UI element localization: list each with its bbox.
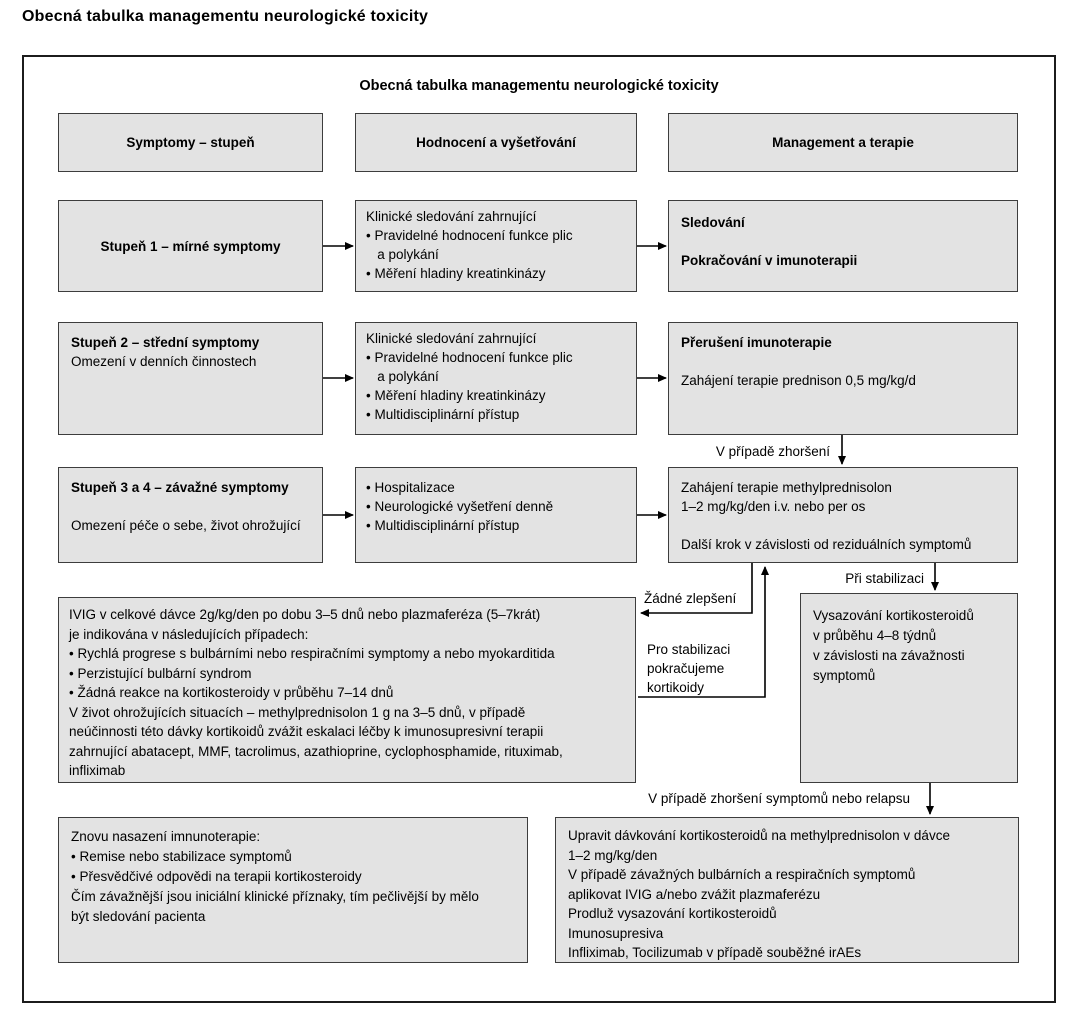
text-line: Pro stabilizaci xyxy=(647,642,731,657)
text-line: kortikoidy xyxy=(647,680,705,695)
diagram-title: Obecná tabulka managementu neurologické toxicity xyxy=(359,78,719,94)
spacer xyxy=(681,232,1005,251)
text-line: • Hospitalizace xyxy=(366,480,455,495)
edge-label-no-improvement: Žádné zlepšení xyxy=(644,591,737,606)
text-line: Upravit dávkování kortikosteroidů na methylprednisolon v dávce xyxy=(568,828,950,843)
text-line xyxy=(681,516,1005,535)
text-line: aplikovat IVIG a/nebo zvážit plazmaferézu xyxy=(568,886,821,902)
column-header-assessment xyxy=(355,113,637,172)
text-line: je indikována v následujících případech: xyxy=(69,626,309,642)
text-line: a polykání xyxy=(366,369,439,384)
relapse-management-box xyxy=(555,817,1019,963)
grade1-management-line2: Pokračování v imunoterapii xyxy=(681,253,858,268)
text-line: zahrnující abatacept, MMF, tacrolimus, azathioprine, cyclophosphamide, rituximab, xyxy=(69,743,563,759)
grade34-assessment-box xyxy=(355,467,637,563)
edge-label-stabilization-continue xyxy=(647,640,759,697)
column-header-management xyxy=(668,113,1018,172)
text-line: Klinické sledování zahrnující xyxy=(366,209,537,224)
text-line: symptomů xyxy=(813,668,876,683)
ivig-box xyxy=(58,597,636,783)
column-header-assessment-label: Hodnocení a vyšetřování xyxy=(416,135,576,150)
text-line: a polykání xyxy=(366,247,439,262)
text-line: v závislosti na závažnosti xyxy=(813,648,965,663)
grade2-management-title: Přerušení imunoterapie xyxy=(681,335,832,350)
text-line: Infliximab, Tocilizumab v případě souběžné irAEs xyxy=(568,945,862,960)
text-line: • Měření hladiny kreatinkinázy xyxy=(366,266,546,281)
grade1-management-box xyxy=(668,200,1018,292)
page-title: Obecná tabulka managementu neurologické toxicity xyxy=(22,8,429,25)
text-line: V život ohrožujících situacích – methylprednisolon 1 g na 3–5 dnů, v případě xyxy=(69,704,526,720)
text-line: Prodluž vysazování kortikosteroidů xyxy=(568,906,777,921)
grade2-management-box xyxy=(668,322,1018,435)
text-line: 1–2 mg/kg/den i.v. nebo per os xyxy=(681,499,866,514)
text-line: • Perzistující bulbární syndrom xyxy=(69,665,252,681)
text-line: • Žádná reakce na kortikosteroidy v průběhu 7–14 dnů xyxy=(69,685,394,700)
text-line: V případě závažných bulbárních a respiračních symptomů xyxy=(568,867,916,882)
text-line: • Rychlá progrese s bulbárními nebo respiračními symptomy a nebo myokarditida xyxy=(69,646,555,661)
text-line: v průběhu 4–8 týdnů xyxy=(813,628,937,643)
grade1-assessment-box xyxy=(355,200,637,292)
text-line: pokračujeme xyxy=(647,661,725,676)
grade2-symptoms-box xyxy=(58,322,323,435)
text-line: Znovu nasazení imnunoterapie: xyxy=(71,829,261,844)
text-line: Imunosupresiva xyxy=(568,925,664,941)
text-line: Čím závažnější jsou iniciální klinické příznaky, tím pečlivější by mělo xyxy=(71,889,479,904)
grade1-symptoms-box xyxy=(58,200,323,292)
column-header-symptoms-label: Symptomy – stupeň xyxy=(126,135,255,150)
grade1-symptoms-title: Stupeň 1 – mírné symptomy xyxy=(100,238,281,254)
text-line: • Měření hladiny kreatinkinázy xyxy=(366,388,546,403)
grade2-management-subtitle: Zahájení terapie prednison 0,5 mg/kg/d xyxy=(681,373,916,388)
text-line: • Multidisciplinární přístup xyxy=(366,518,520,533)
grade34-symptoms-title: Stupeň 3 a 4 – závažné symptomy xyxy=(71,480,289,495)
column-header-symptoms xyxy=(58,113,323,172)
text-line: infliximab xyxy=(69,763,126,778)
grade2-assessment-box xyxy=(355,322,637,435)
taper-box xyxy=(800,593,1018,783)
column-header-management-label: Management a terapie xyxy=(772,135,914,150)
edge-label-worsening-or-relapse: V případě zhoršení symptomů nebo relapsu xyxy=(648,791,910,806)
edge-label-worsening: V případě zhoršení xyxy=(715,444,830,459)
edge-label-at-stabilization: Při stabilizaci xyxy=(845,571,924,586)
text-line: • Pravidelné hodnocení funkce plic xyxy=(366,228,573,243)
grade2-symptoms-title: Stupeň 2 – střední symptomy xyxy=(71,335,260,350)
text-line: • Multidisciplinární přístup xyxy=(366,407,520,422)
text-line: Další krok v závislosti od reziduálních symptomů xyxy=(681,537,972,552)
text-line: 1–2 mg/kg/den xyxy=(568,847,658,863)
grade2-symptoms-subtitle: Omezení v denních činnostech xyxy=(71,354,257,369)
text-line: • Neurologické vyšetření denně xyxy=(366,499,554,514)
spacer xyxy=(681,352,1005,371)
grade34-symptoms-subtitle: Omezení péče o sebe, život ohrožující xyxy=(71,518,301,533)
grade34-management-box xyxy=(668,467,1018,563)
text-line: IVIG v celkové dávce 2g/kg/den po dobu 3–5 dnů nebo plazmaferéza (5–7krát) xyxy=(69,607,541,622)
text-line: • Pravidelné hodnocení funkce plic xyxy=(366,350,573,365)
text-line: Zahájení terapie methylprednisolon xyxy=(681,480,892,495)
text-line: • Remise nebo stabilizace symptomů xyxy=(71,849,292,864)
text-line: Klinické sledování zahrnující xyxy=(366,331,537,346)
text-line: neúčinnosti této dávky kortikoidů zvážit eskalaci léčby k imunosupresivní terapii xyxy=(69,724,544,739)
text-line: být sledování pacienta xyxy=(71,909,206,924)
grade34-symptoms-box xyxy=(58,467,323,563)
text-line: • Přesvědčivé odpovědi na terapii kortikosteroidy xyxy=(71,869,362,884)
grade1-management-line1: Sledování xyxy=(681,215,745,230)
text-line: Vysazování kortikosteroidů xyxy=(813,608,974,623)
restart-immunotherapy-box xyxy=(58,817,528,963)
spacer xyxy=(71,497,310,516)
